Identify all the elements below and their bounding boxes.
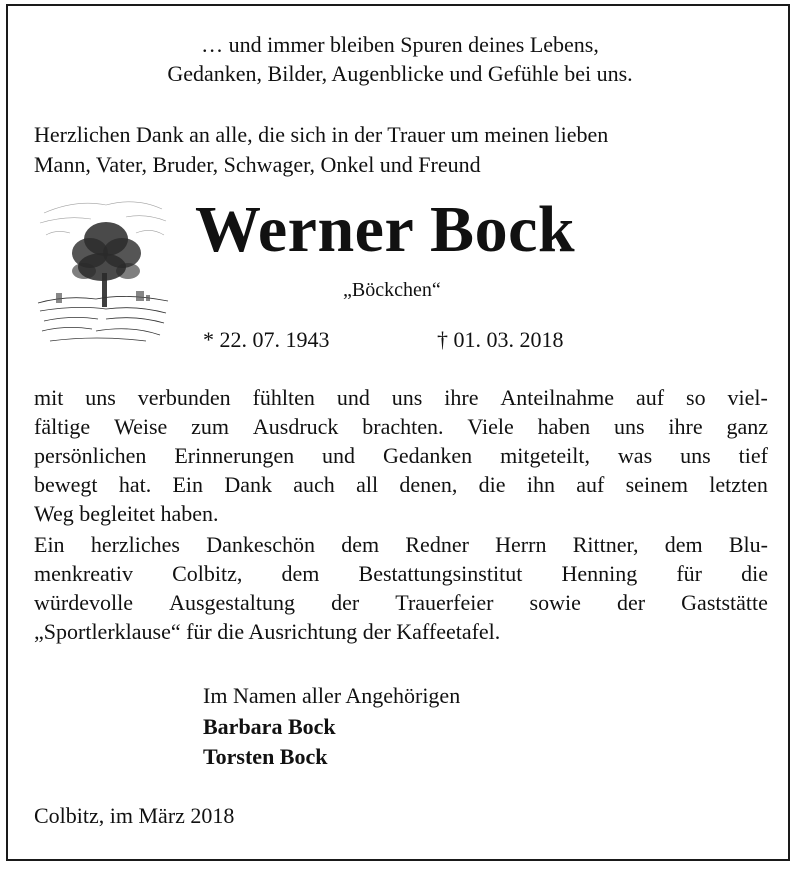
body-word: Dank — [224, 472, 272, 497]
body-word: ganz — [726, 414, 768, 439]
signature-name: Barbara Bock — [203, 714, 336, 739]
body-word: die — [741, 561, 768, 586]
body-word: sowie — [529, 590, 581, 615]
body-word: und — [336, 385, 370, 410]
tree-landscape-icon — [36, 195, 170, 345]
body-line: „Sportlerklause“ für die Ausrichtung der Kaffeetafel. — [34, 619, 501, 644]
body-line: Weg begleitet haben. — [34, 501, 219, 526]
body-word: Ausdruck — [252, 414, 339, 439]
body-word: fältige — [34, 414, 91, 439]
body-word: Trauerfeier — [395, 590, 494, 615]
body-word: fühlten — [252, 385, 315, 410]
body-word: herzliches — [90, 532, 180, 557]
body-word: und — [322, 443, 356, 468]
body-word: auf — [636, 385, 665, 410]
body-word: zum — [191, 414, 230, 439]
thanks-intro-line-2: Mann, Vater, Bruder, Schwager, Onkel und Freund — [34, 152, 481, 177]
body-word: würdevolle — [34, 590, 133, 615]
body-word: verbunden — [137, 385, 231, 410]
body-word: Ein — [34, 532, 65, 557]
body-word: Blu- — [728, 532, 768, 557]
body-word: Redner — [405, 532, 469, 557]
body-word: haben — [537, 414, 591, 439]
body-line — [34, 588, 768, 617]
death-date: † 01. 03. 2018 — [437, 327, 564, 352]
body-word: Gedanken — [383, 443, 473, 468]
motto-line-1: … und immer bleiben Spuren deines Lebens, — [201, 32, 599, 57]
body-word: Gaststätte — [681, 590, 768, 615]
body-word: Rittner, — [572, 532, 639, 557]
body-word: uns — [613, 414, 645, 439]
motto-line-2: Gedanken, Bilder, Augenblicke und Gefühle bei uns. — [167, 61, 633, 86]
body-word: der — [331, 590, 360, 615]
body-word: mitgeteilt, — [500, 443, 590, 468]
body-word: ihre — [444, 385, 479, 410]
body-word: Erinnerungen — [174, 443, 295, 468]
body-word: all — [356, 472, 379, 497]
place-date: Colbitz, im März 2018 — [34, 803, 235, 828]
body-word: hat. — [118, 472, 152, 497]
body-word: menkreativ — [34, 561, 133, 586]
body-line — [34, 559, 768, 588]
body-word: so — [686, 385, 706, 410]
body-word: dem — [281, 561, 320, 586]
body-word: dem — [341, 532, 380, 557]
body-word: viel- — [727, 385, 768, 410]
body-word: uns — [680, 443, 711, 468]
body-word: Ausgestaltung — [169, 590, 295, 615]
body-word: Herrn — [495, 532, 547, 557]
body-word: ihn — [526, 472, 555, 497]
body-word: für — [676, 561, 702, 586]
body-word: Weise — [114, 414, 168, 439]
deceased-nickname: „Böckchen“ — [343, 279, 441, 301]
body-line — [34, 530, 768, 559]
body-word: der — [616, 590, 646, 615]
thanks-intro-line-1: Herzlichen Dank an alle, die sich in der Trauer um meinen lieben — [34, 122, 609, 147]
body-word: denen, — [399, 472, 458, 497]
body-line — [34, 470, 768, 499]
body-word: die — [478, 472, 506, 497]
body-word: persönlichen — [34, 443, 147, 468]
body-word: Dankeschön — [206, 532, 315, 557]
body-word: dem — [664, 532, 703, 557]
body-word: letzten — [709, 472, 768, 497]
body-word: seinem — [625, 472, 688, 497]
body-word: Anteilnahme — [500, 385, 615, 410]
body-word: Colbitz, — [172, 561, 243, 586]
body-word: uns — [391, 385, 423, 410]
body-word: auf — [576, 472, 605, 497]
body-line — [34, 412, 768, 441]
signature-name: Torsten Bock — [203, 744, 328, 769]
body-word: was — [617, 443, 653, 468]
body-line — [34, 383, 768, 412]
body-word: ihre — [668, 414, 703, 439]
body-word: bewegt — [34, 472, 98, 497]
body-word: mit — [34, 385, 64, 410]
body-word: Ein — [172, 472, 204, 497]
body-word: Bestattungsinstitut — [358, 561, 523, 586]
birth-date: * 22. 07. 1943 — [203, 327, 330, 352]
body-word: Henning — [561, 561, 638, 586]
body-word: tief — [738, 443, 768, 468]
signature-intro: Im Namen aller Angehörigen — [203, 683, 461, 708]
body-word: auch — [293, 472, 335, 497]
deceased-name: Werner Bock — [195, 193, 576, 266]
body-word: brachten. — [362, 414, 444, 439]
body-word: Viele — [467, 414, 514, 439]
body-word: uns — [85, 385, 116, 410]
body-line — [34, 441, 768, 470]
